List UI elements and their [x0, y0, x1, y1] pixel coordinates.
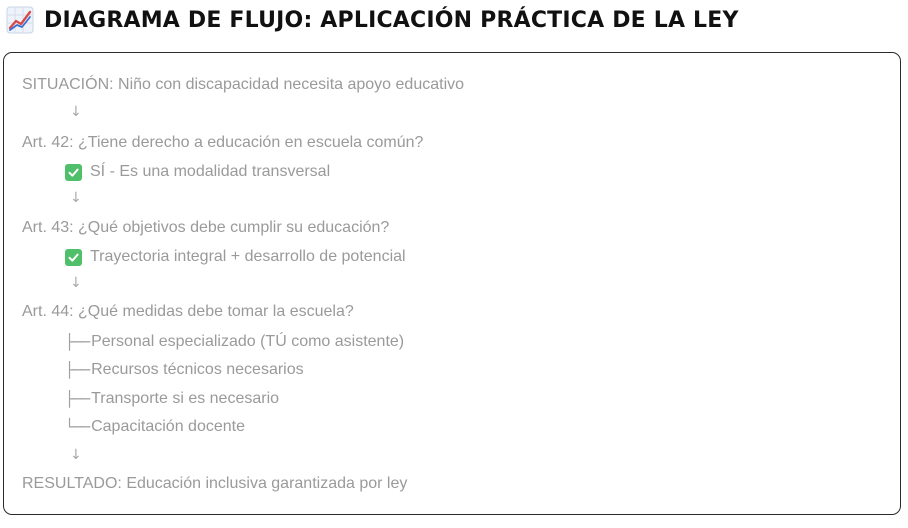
- down-arrow: ↓: [70, 104, 82, 120]
- down-arrow: ↓: [70, 190, 82, 206]
- measure-item: [65, 360, 304, 380]
- tree-branch: ├──: [65, 390, 90, 408]
- tree-branch: ├──: [65, 361, 90, 379]
- measure-item: [65, 332, 404, 352]
- flowchart-panel: [3, 52, 901, 515]
- measure-item: [65, 389, 279, 409]
- art44-question: Art. 44: ¿Qué medidas debe tomar la escuela?: [22, 303, 354, 320]
- measure-label: Transporte si es necesario: [91, 390, 280, 407]
- chart-increasing-icon: [6, 6, 34, 34]
- art43-question: Art. 43: ¿Qué objetivos debe cumplir su educación?: [22, 219, 390, 236]
- header: [6, 4, 739, 36]
- down-arrow: ↓: [70, 275, 82, 291]
- page-title: DIAGRAMA DE FLUJO: APLICACIÓN PRÁCTICA DE LA LEY: [44, 7, 739, 33]
- tree-branch: └──: [65, 418, 90, 436]
- down-arrow: ↓: [70, 447, 82, 463]
- check-mark-icon: [65, 249, 82, 266]
- measure-label: Personal especializado (TÚ como asistente): [91, 333, 405, 350]
- check-mark-icon: [65, 164, 82, 181]
- art43-answer: [65, 247, 406, 267]
- measure-item: [65, 417, 245, 437]
- measure-label: Recursos técnicos necesarios: [91, 361, 304, 378]
- art42-question: Art. 42: ¿Tiene derecho a educación en escuela común?: [22, 134, 424, 151]
- art42-answer-label: SÍ - Es una modalidad transversal: [90, 163, 331, 180]
- situation-text: SITUACIÓN: Niño con discapacidad necesita apoyo educativo: [22, 76, 465, 93]
- tree-branch: ├──: [65, 333, 90, 351]
- art43-answer-label: Trayectoria integral + desarrollo de potencial: [90, 248, 406, 265]
- result-text: RESULTADO: Educación inclusiva garantizada por ley: [22, 475, 408, 492]
- measure-label: Capacitación docente: [91, 418, 245, 435]
- art42-answer: [65, 162, 330, 182]
